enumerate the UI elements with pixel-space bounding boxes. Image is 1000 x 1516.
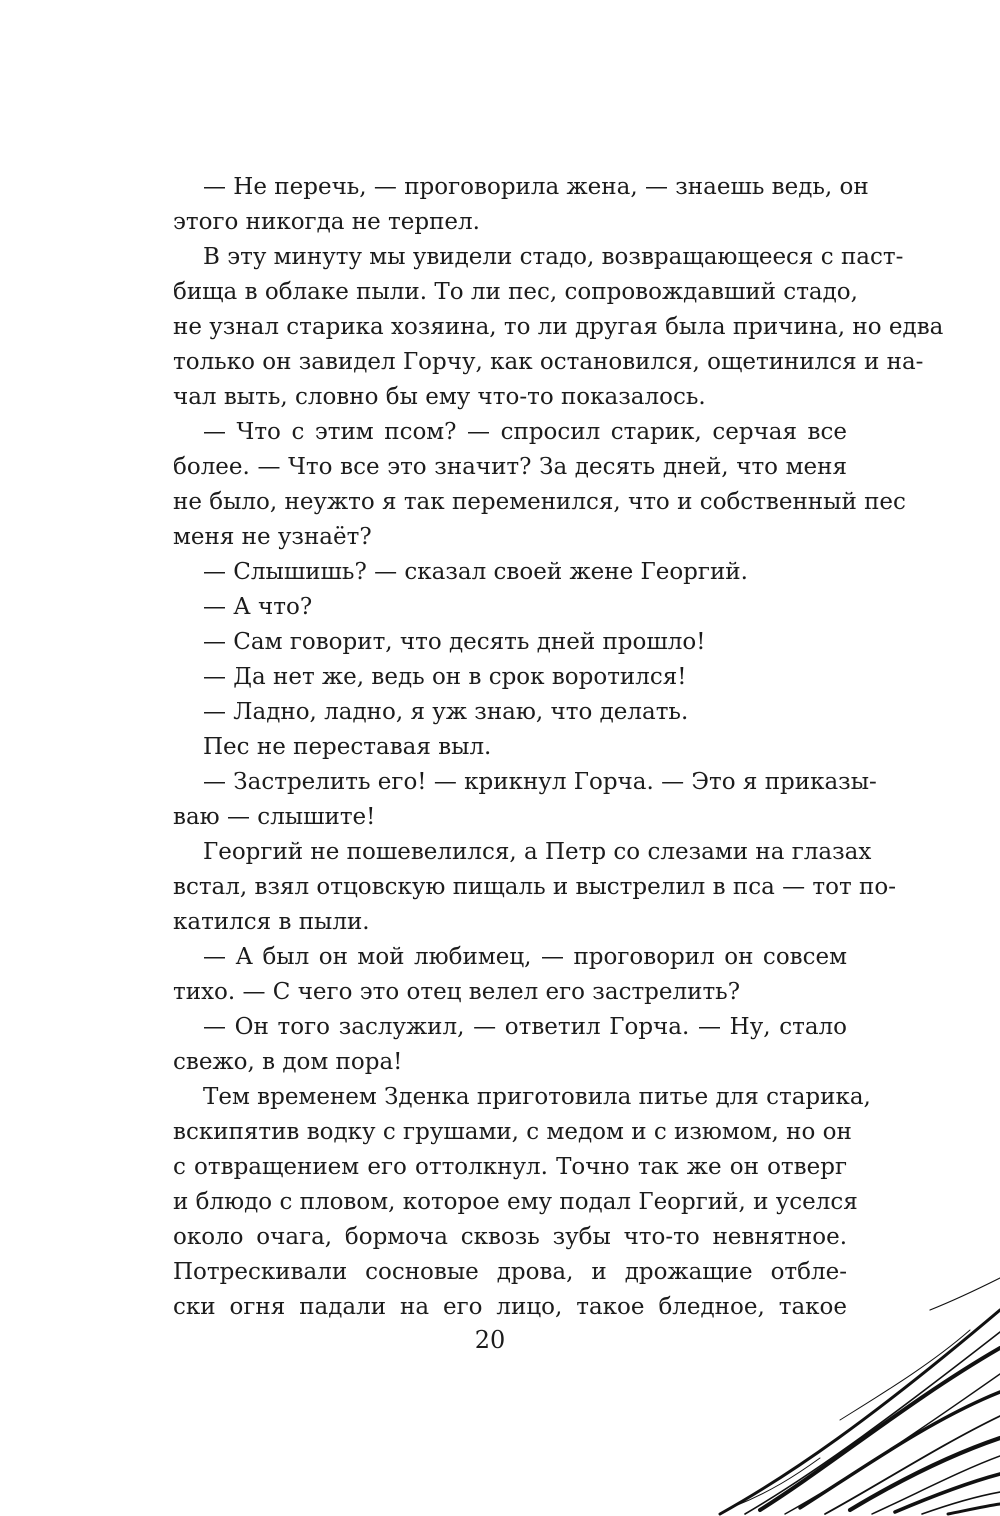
text-line: — Ладно, ладно, я уж знаю, что делать. <box>203 699 689 725</box>
text-line: с отвращением его оттолкнул. Точно так же он отверг <box>173 1154 847 1180</box>
text-line: ваю — слышите! <box>173 804 376 830</box>
text-line: и блюдо с пловом, которое ему подал Георгий, и уселся <box>173 1189 858 1215</box>
text-line: вскипятив водку с грушами, с медом и с изюмом, но он <box>173 1119 852 1145</box>
text-line: Тем временем Зденка приготовила питье для старика, <box>203 1084 871 1110</box>
text-line: — Не перечь, — проговорила жена, — знаешь ведь, он <box>203 174 869 200</box>
text-line: не узнал старика хозяина, то ли другая была причина, но едва <box>173 314 944 340</box>
text-line: только он завидел Горчу, как остановился, ощетинился и на- <box>173 349 924 375</box>
page-number: 20 <box>474 1326 506 1354</box>
text-line: — Сам говорит, что десять дней прошло! <box>203 629 706 655</box>
text-line: более. — Что все это значит? За десять дней, что меня <box>173 454 847 480</box>
text-line: катился в пыли. <box>173 909 370 935</box>
text-line: бища в облаке пыли. То ли пес, сопровождавший стадо, <box>173 279 858 305</box>
text-line: — Слышишь? — сказал своей жене Георгий. <box>203 559 748 585</box>
text-line: — А что? <box>203 594 313 620</box>
body-text <box>173 170 944 1325</box>
text-line: — Он того заслужил, — ответил Горча. — Ну, стало <box>203 1014 847 1040</box>
text-line: встал, взял отцовскую пищаль и выстрелил в пса — тот по- <box>173 874 896 900</box>
text-line: ски огня падали на его лицо, такое бледное, такое <box>173 1294 847 1320</box>
text-line: тихо. — С чего это отец велел его застрелить? <box>173 979 741 1005</box>
ink-sketch-icon <box>700 1270 1000 1516</box>
text-line: Георгий не пошевелился, а Петр со слезами на глазах <box>203 839 872 865</box>
text-line: В эту минуту мы увидели стадо, возвращающееся с паст- <box>203 244 904 270</box>
text-line: — Что с этим псом? — спросил старик, серчая все <box>203 419 847 445</box>
text-line: свежо, в дом пора! <box>173 1049 403 1075</box>
text-line: около очага, бормоча сквозь зубы что-то невнятное. <box>173 1224 847 1250</box>
text-line: Потрескивали сосновые дрова, и дрожащие отбле- <box>173 1259 847 1285</box>
text-line: — Застрелить его! — крикнул Горча. — Это я приказы- <box>203 769 877 795</box>
text-line: — Да нет же, ведь он в срок воротился! <box>203 664 687 690</box>
text-line: меня не узнаёт? <box>173 524 372 550</box>
text-line: не было, неужто я так переменился, что и собственный пес <box>173 489 906 515</box>
text-line: — А был он мой любимец, — проговорил он совсем <box>203 944 847 970</box>
text-line: Пес не переставая выл. <box>203 734 492 760</box>
text-line: этого никогда не терпел. <box>173 209 480 235</box>
text-line: чал выть, словно бы ему что-то показалось. <box>173 384 706 410</box>
